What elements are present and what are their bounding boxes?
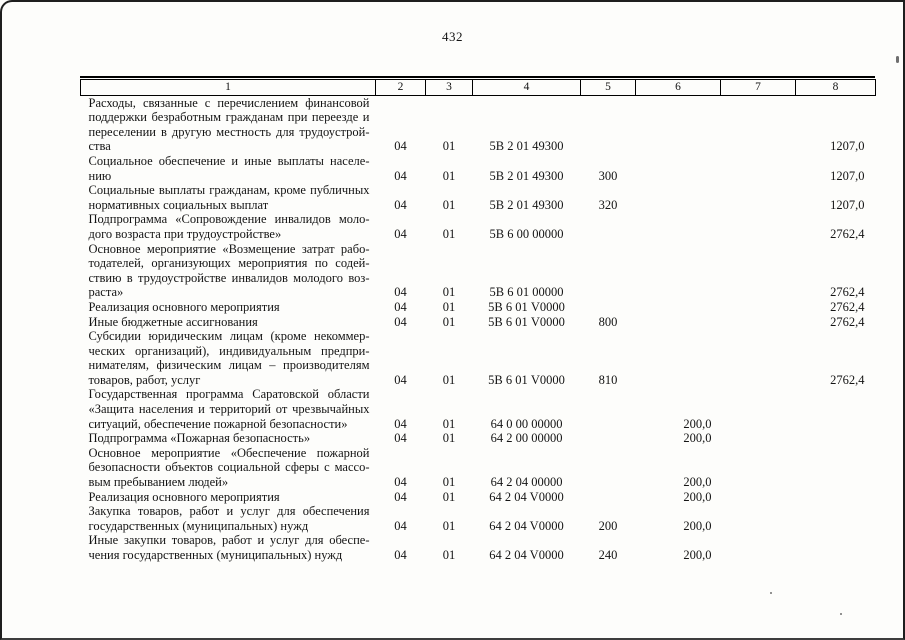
row-col3: 01 (442, 314, 456, 329)
row-description: Социальное обеспечение и иные выплаты населению (88, 153, 370, 183)
row-col6: 200,0 (683, 489, 712, 504)
column-header-3: 3 (426, 80, 473, 96)
row-col5 (581, 95, 636, 154)
row-col8: 1207,0 (830, 197, 865, 212)
row-col4: 5В 6 01 V0000 (488, 314, 565, 329)
row-col6 (636, 329, 721, 387)
row-col8 (796, 431, 876, 446)
row-col3: 01 (442, 197, 456, 212)
row-col7 (721, 95, 796, 154)
row-col8: 2762,4 (830, 285, 865, 300)
row-col3: 01 (442, 139, 456, 154)
row-col7 (721, 533, 796, 562)
row-col2: 04 (394, 139, 407, 154)
row-col6 (636, 95, 721, 154)
table-body (81, 95, 876, 563)
page-number: 432 (442, 29, 463, 44)
row-col3: 01 (442, 226, 456, 241)
row-col6: 200,0 (683, 431, 712, 446)
row-col2: 04 (394, 489, 407, 504)
table-row (81, 329, 876, 387)
row-col3: 01 (442, 548, 456, 562)
row-col2: 04 (394, 372, 407, 387)
row-col5 (581, 212, 636, 241)
row-col2: 04 (394, 548, 407, 562)
row-col2: 04 (394, 431, 407, 446)
row-col3: 01 (442, 431, 456, 446)
row-col6 (636, 300, 721, 315)
row-col5: 300 (598, 168, 618, 183)
row-col5: 240 (598, 548, 618, 562)
row-col8: 1207,0 (830, 168, 865, 183)
row-description: Реализация основного мероприятия (88, 299, 280, 314)
table-row (81, 533, 876, 562)
row-col6: 200,0 (683, 548, 712, 562)
row-col4: 64 2 04 V0000 (489, 489, 564, 504)
row-col5 (581, 431, 636, 446)
row-col3: 01 (442, 299, 456, 314)
row-col3: 01 (442, 475, 456, 490)
table-row (81, 387, 876, 431)
row-col8 (796, 387, 876, 431)
row-description: Подпрограмма «Сопровождение инвалидов молодого возраста при трудоустройстве» (88, 212, 370, 241)
row-col5: 800 (598, 314, 618, 329)
row-col7 (721, 490, 796, 505)
row-col6: 200,0 (683, 475, 712, 490)
row-col2: 04 (394, 475, 407, 490)
table-header-row (81, 80, 876, 96)
row-col5 (581, 490, 636, 505)
row-col2: 04 (394, 168, 407, 183)
row-description: Государственная программа Саратовской области «Защита населения и территорий от чрезвычайных ситуаций, обеспечение пожарной безопасности» (88, 387, 370, 431)
row-description: Реализация основного мероприятия (88, 489, 280, 504)
table-row (81, 300, 876, 315)
row-col2: 04 (394, 285, 407, 300)
row-col4: 5В 2 01 49300 (489, 168, 564, 183)
table-row (81, 504, 876, 533)
row-col5 (581, 446, 636, 490)
row-col8: 2762,4 (830, 314, 865, 329)
row-col8 (796, 446, 876, 490)
row-col3: 01 (442, 168, 456, 183)
column-header-2: 2 (376, 80, 426, 96)
row-col7 (721, 446, 796, 490)
row-col7 (721, 212, 796, 241)
row-col6 (636, 183, 721, 212)
row-col2: 04 (394, 416, 407, 431)
column-header-4: 4 (473, 80, 581, 96)
row-col4: 5В 2 01 49300 (489, 197, 564, 212)
row-col4: 64 2 04 00000 (490, 475, 563, 490)
row-col8: 1207,0 (830, 139, 865, 154)
row-col4: 64 2 00 00000 (490, 431, 563, 446)
row-description: Расходы, связанные с перечислением финансовой поддержки безработным гражданам при переезде и переселении в другую местность для трудоустройства (88, 95, 370, 154)
row-col3: 01 (442, 416, 456, 431)
table-row (81, 315, 876, 330)
row-col3: 01 (442, 372, 456, 387)
row-col4: 64 2 04 V0000 (489, 518, 564, 533)
row-col4: 5В 6 01 V0000 (488, 372, 565, 387)
row-col6 (636, 212, 721, 241)
budget-expenditure-table (80, 76, 875, 563)
row-col7 (721, 300, 796, 315)
row-description: Закупка товаров, работ и услуг для обеспечения государственных (муниципальных) нужд (88, 504, 370, 533)
scan-artifact (770, 592, 772, 594)
row-col7 (721, 315, 796, 330)
table-row (81, 446, 876, 490)
row-description: Подпрограмма «Пожарная безопасность» (88, 431, 311, 446)
table-row (81, 154, 876, 183)
row-description: Основное мероприятие «Возмещение затрат работодателей, организующих мероприятия по содействию в трудоустройстве инвалидов молодого возраста» (88, 241, 370, 300)
row-col2: 04 (394, 314, 407, 329)
scan-artifact (840, 613, 842, 615)
row-description: Иные бюджетные ассигнования (88, 314, 258, 329)
column-header-8: 8 (796, 80, 876, 96)
row-col3: 01 (442, 285, 456, 300)
row-col5: 810 (598, 372, 618, 387)
row-description: Субсидии юридическим лицам (кроме некоммерческих организаций), индивидуальным предпринимателям, физическим лицам – производителям товаров, работ, услуг (88, 329, 370, 387)
row-col6: 200,0 (683, 416, 712, 431)
row-col7 (721, 431, 796, 446)
table-row (81, 431, 876, 446)
row-col6: 200,0 (683, 518, 712, 533)
row-col7 (721, 329, 796, 387)
row-description: Иные закупки товаров, работ и услуг для обеспечения государственных (муниципальных) нужд (88, 533, 370, 562)
row-col8: 2762,4 (830, 372, 865, 387)
row-col8: 2762,4 (830, 299, 865, 314)
row-col7 (721, 387, 796, 431)
row-col8 (796, 504, 876, 533)
table-row (81, 212, 876, 241)
row-col5: 320 (598, 197, 618, 212)
column-header-7: 7 (721, 80, 796, 96)
column-header-6: 6 (636, 80, 721, 96)
row-col4: 64 2 04 V0000 (489, 548, 564, 562)
row-col6 (636, 154, 721, 183)
row-col3: 01 (442, 518, 456, 533)
row-col4: 5В 6 01 00000 (489, 285, 564, 300)
row-col4: 5В 6 00 00000 (489, 226, 564, 241)
row-col4: 5В 2 01 49300 (489, 139, 564, 154)
row-col2: 04 (394, 226, 407, 241)
row-col4: 64 0 00 00000 (490, 416, 563, 431)
row-col7 (721, 154, 796, 183)
row-col6 (636, 315, 721, 330)
row-col4: 5В 6 01 V0000 (488, 299, 565, 314)
row-col3: 01 (442, 489, 456, 504)
row-col2: 04 (394, 518, 407, 533)
column-header-1: 1 (81, 80, 376, 96)
row-col7 (721, 183, 796, 212)
row-col5 (581, 387, 636, 431)
row-col8 (796, 490, 876, 505)
table-row (81, 490, 876, 505)
row-col2: 04 (394, 197, 407, 212)
row-col8: 2762,4 (830, 226, 865, 241)
row-col7 (721, 242, 796, 300)
row-col8 (796, 533, 876, 562)
row-col6 (636, 242, 721, 300)
column-header-5: 5 (581, 80, 636, 96)
table-row (81, 95, 876, 154)
row-col5: 200 (598, 518, 618, 533)
scan-artifact (896, 56, 899, 63)
table-row (81, 242, 876, 300)
row-description: Основное мероприятие «Обеспечение пожарной безопасности объектов социальной сферы с массовым пребыванием людей» (88, 445, 370, 490)
row-col7 (721, 504, 796, 533)
row-description: Социальные выплаты гражданам, кроме публичных нормативных социальных выплат (88, 183, 370, 212)
row-col5 (581, 242, 636, 300)
row-col5 (581, 300, 636, 315)
row-col2: 04 (394, 299, 407, 314)
table (80, 79, 876, 563)
table-row (81, 183, 876, 212)
